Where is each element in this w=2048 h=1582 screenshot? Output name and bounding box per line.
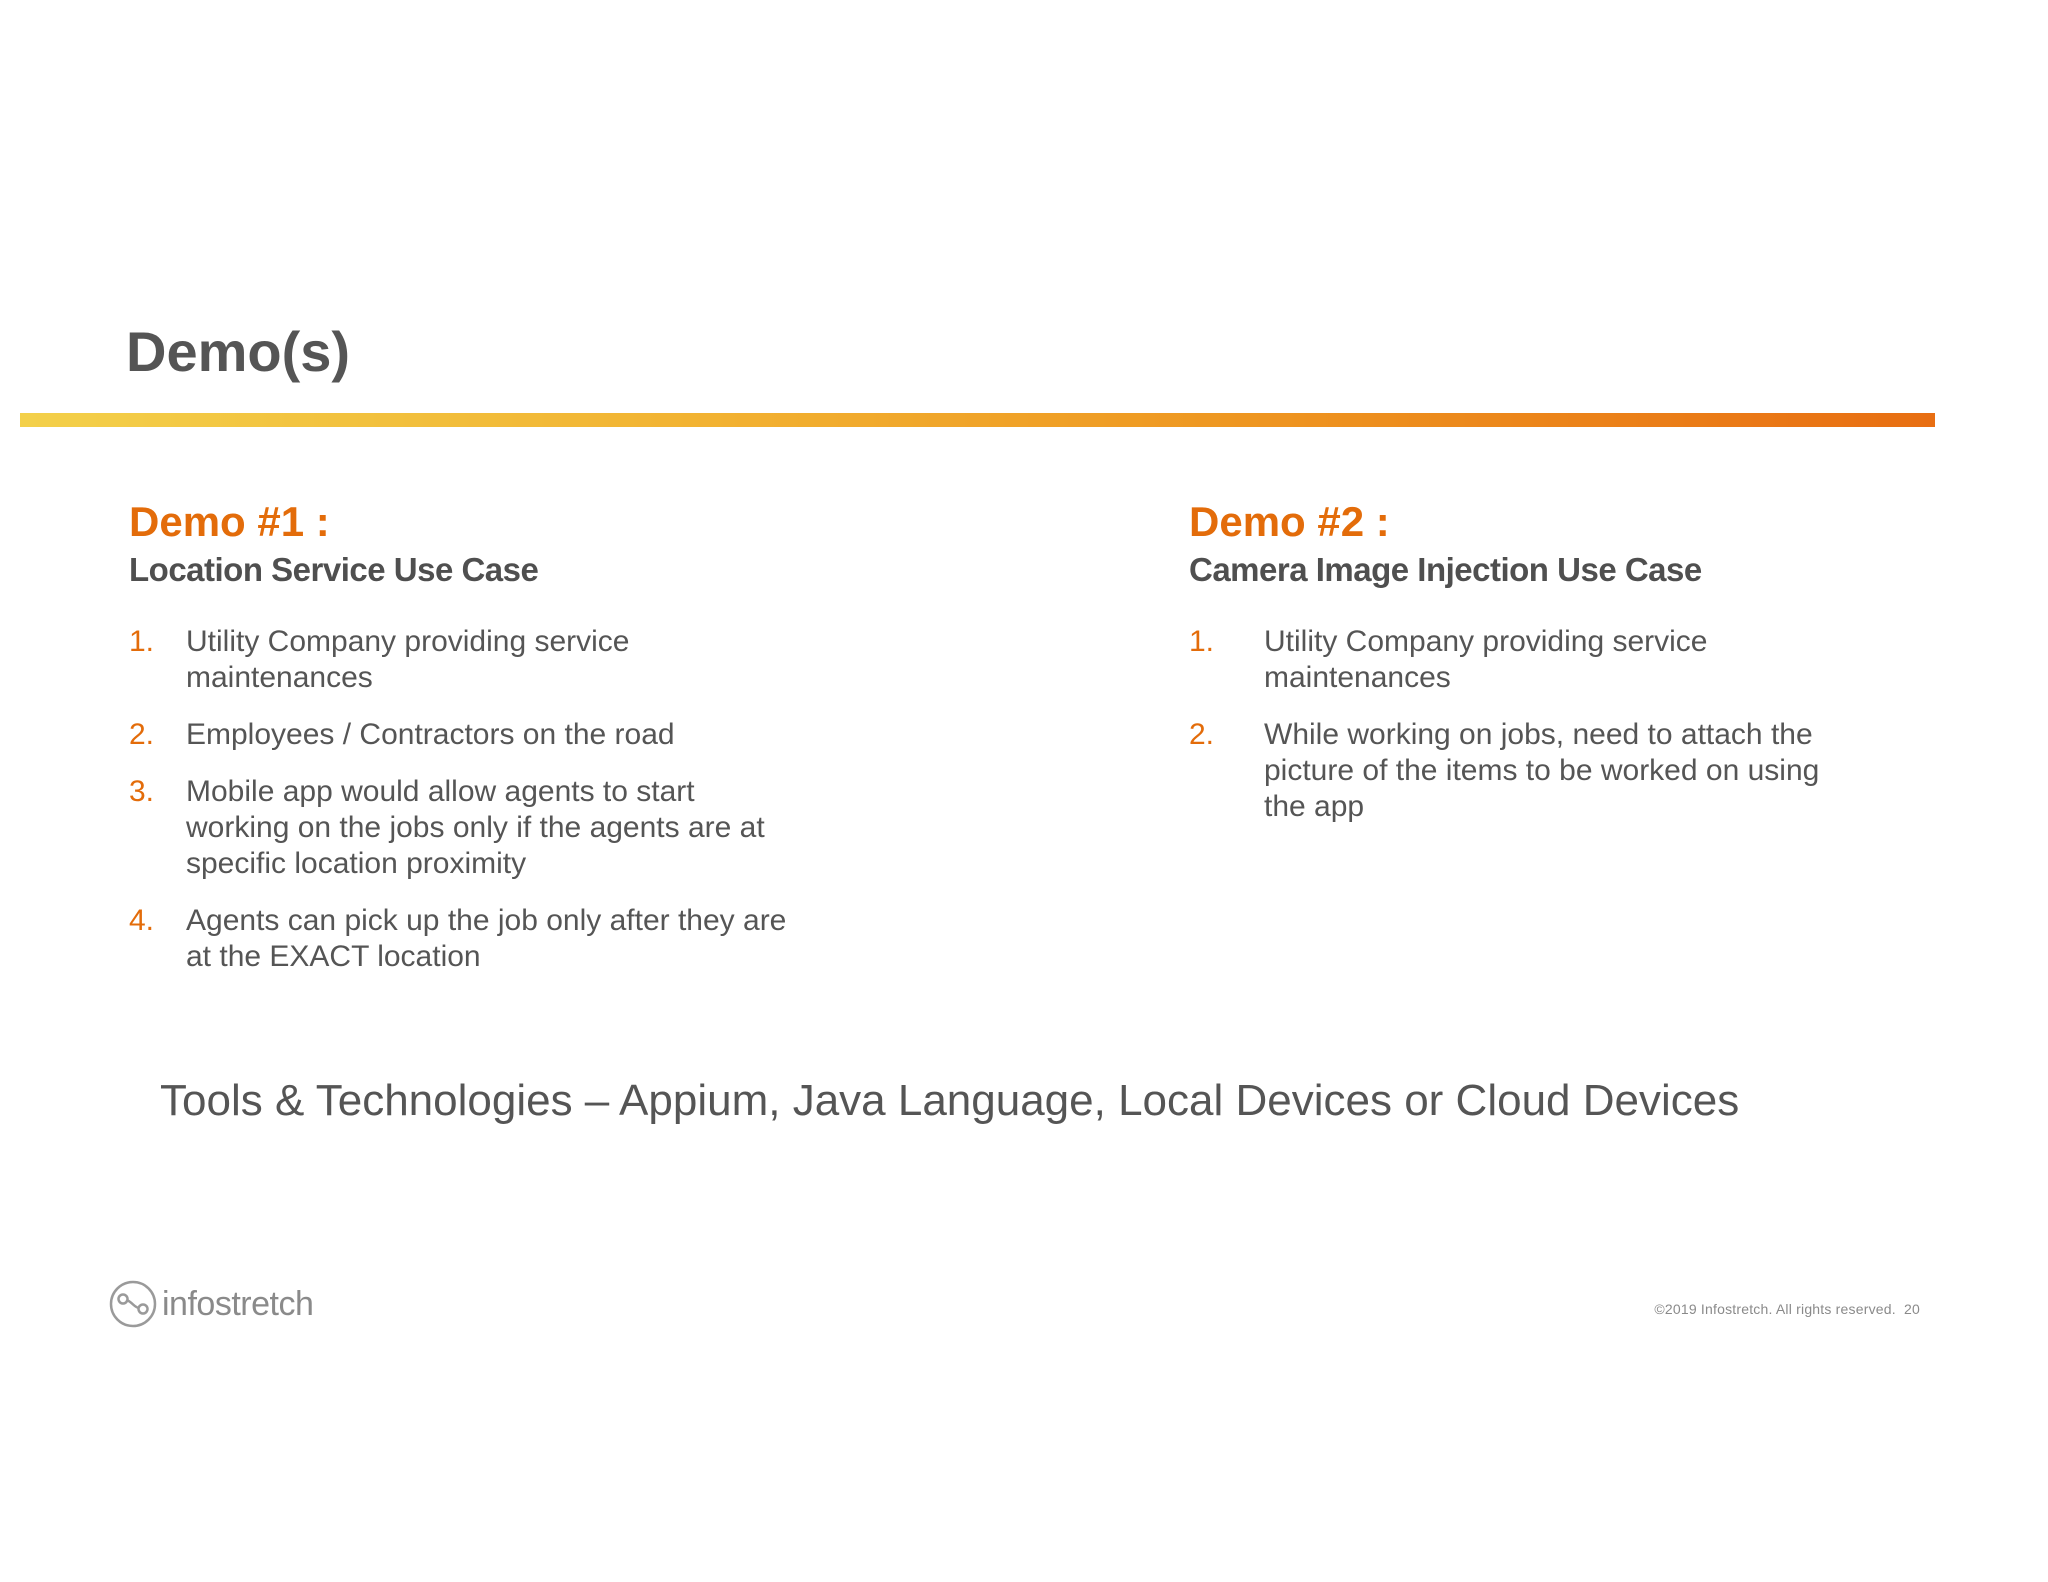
list-item: [1189, 624, 1849, 696]
list-item: [1189, 717, 1849, 825]
demo-2-subheading: Camera Image Injection Use Case: [1189, 551, 1702, 589]
slide-title: Demo(s): [126, 320, 351, 383]
demo-1-subheading: Location Service Use Case: [129, 551, 539, 589]
list-item: [129, 903, 789, 975]
logo-mark-icon: [108, 1279, 158, 1329]
list-item-number: 1.: [1189, 624, 1215, 658]
list-item-number: 3.: [129, 774, 155, 808]
infostretch-logo: [108, 1279, 313, 1329]
copyright-text: ©2019 Infostretch. All rights reserved.: [1654, 1301, 1896, 1317]
demo-2-column: [1189, 498, 1849, 846]
demo-1-list: [129, 624, 789, 975]
footer-copyright: [1654, 1301, 1920, 1317]
page-number: 20: [1904, 1301, 1920, 1317]
list-item-text: Utility Company providing service maintenances: [1264, 624, 1708, 694]
list-item-number: 2.: [1189, 717, 1215, 751]
list-item-text: Agents can pick up the job only after they are at the EXACT location: [186, 903, 787, 973]
tools-technologies-line: Tools & Technologies – Appium, Java Language, Local Devices or Cloud Devices: [160, 1076, 1740, 1125]
list-item-number: 1.: [129, 624, 155, 658]
demo-1-heading: Demo #1 :: [129, 498, 330, 545]
title-divider-bar: [20, 413, 1935, 427]
demo-2-list: [1189, 624, 1849, 825]
demo-1-column: [129, 498, 789, 996]
list-item-text: Utility Company providing service maintenances: [186, 624, 630, 694]
list-item-number: 4.: [129, 903, 155, 937]
list-item-text: Employees / Contractors on the road: [186, 717, 675, 751]
list-item: [129, 774, 789, 882]
list-item: [129, 624, 789, 696]
demo-2-heading: Demo #2 :: [1189, 498, 1390, 545]
logo-text: infostretch: [162, 1285, 314, 1323]
list-item: [129, 717, 789, 753]
list-item-text: While working on jobs, need to attach the picture of the items to be worked on using the app: [1264, 717, 1820, 823]
list-item-text: Mobile app would allow agents to start working on the jobs only if the agents are at specific location proximity: [186, 774, 765, 880]
list-item-number: 2.: [129, 717, 155, 751]
